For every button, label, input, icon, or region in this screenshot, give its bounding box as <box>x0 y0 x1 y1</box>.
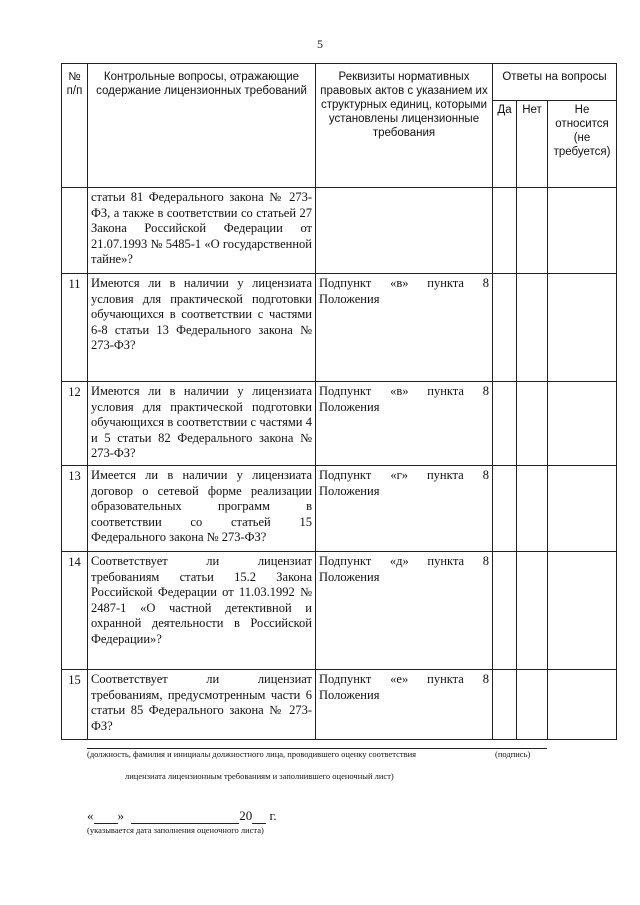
row-number: 13 <box>62 466 88 552</box>
date-open-quote: « <box>87 808 94 823</box>
header-yes: Да <box>493 101 517 188</box>
date-month-blank[interactable] <box>131 809 239 824</box>
header-answers: Ответы на вопросы <box>493 64 617 101</box>
page-number: 5 <box>317 37 323 51</box>
reference-cell <box>316 188 493 274</box>
header-row <box>62 64 617 101</box>
header-num: № п/п <box>62 64 88 188</box>
row-reference: Подпункт «в» пункта 8 Положения <box>316 382 493 466</box>
answer-yes-cell[interactable] <box>493 274 517 382</box>
answer-na-cell[interactable] <box>548 274 617 382</box>
row-number: 12 <box>62 382 88 466</box>
signature-caption-second: лицензиата лицензионным требованиям и заполнившего оценочный лист) <box>125 771 394 781</box>
answer-na-cell[interactable] <box>548 552 617 670</box>
date-fill-line <box>87 808 277 824</box>
answer-no-cell[interactable] <box>517 552 548 670</box>
table-row <box>62 670 617 740</box>
row-question: Имеется ли в наличии у лицензиата договор о сетевой форме реализации образовательных программ в соответствии со статьей 15 Федерального закона № 273-ФЗ? <box>88 466 316 552</box>
header-no: Нет <box>517 101 548 188</box>
row-number: 11 <box>62 274 88 382</box>
row-reference: Подпункт «в» пункта 8 Положения <box>316 274 493 382</box>
answer-na-cell[interactable] <box>548 188 617 274</box>
answer-yes-cell[interactable] <box>493 466 517 552</box>
continuation-text: статьи 81 Федерального закона № 273-ФЗ, а также в соответствии со статьей 27 Закона Российской Федерации от 21.07.1993 № 5485-1 «О государственной тайне»? <box>88 188 316 274</box>
answer-na-cell[interactable] <box>548 466 617 552</box>
license-requirements-table <box>61 63 617 740</box>
date-caption: (указывается дата заполнения оценочного листа) <box>87 825 264 835</box>
header-na: Не относится (не требуется) <box>548 101 617 188</box>
answer-yes-cell[interactable] <box>493 552 517 670</box>
date-year-blank[interactable] <box>252 809 266 824</box>
answer-na-cell[interactable] <box>548 670 617 740</box>
answer-yes-cell[interactable] <box>493 670 517 740</box>
row-reference: Подпункт «г» пункта 8 Положения <box>316 466 493 552</box>
table-row <box>62 466 617 552</box>
row-question: Имеются ли в наличии у лицензиата условия для практической подготовки обучающихся в соответствии с частями 4 и 5 статьи 82 Федерального закона № 273-ФЗ? <box>88 382 316 466</box>
signature-block <box>87 748 557 782</box>
date-year-suffix: г. <box>269 808 277 823</box>
date-day-blank[interactable] <box>94 809 118 824</box>
signature-caption-position: (должность, фамилия и инициалы должностного лица, проводившего оценку соответствия <box>87 749 417 759</box>
date-year-prefix: 20 <box>239 808 253 823</box>
table-row <box>62 382 617 466</box>
row-number: 15 <box>62 670 88 740</box>
row-reference: Подпункт «е» пункта 8 Положения <box>316 670 493 740</box>
answer-yes-cell[interactable] <box>493 382 517 466</box>
answer-na-cell[interactable] <box>548 382 617 466</box>
row-question: Имеются ли в наличии у лицензиата условия для практической подготовки обучающихся в соответствии с частями 6-8 статьи 13 Федерального закона № 273-ФЗ? <box>88 274 316 382</box>
table-row-continuation <box>62 188 617 274</box>
row-question: Соответствует ли лицензиат требованиям, предусмотренным части 6 статьи 85 Федерального закона № 273-ФЗ? <box>88 670 316 740</box>
header-requisites: Реквизиты нормативных правовых актов с указанием их структурных единиц, которыми установлены лицензионные требования <box>316 64 493 188</box>
answer-no-cell[interactable] <box>517 466 548 552</box>
table-row <box>62 552 617 670</box>
row-reference: Подпункт «д» пункта 8 Положения <box>316 552 493 670</box>
header-questions: Контрольные вопросы, отражающие содержание лицензионных требований <box>88 64 316 188</box>
answer-no-cell[interactable] <box>517 188 548 274</box>
row-number: 14 <box>62 552 88 670</box>
answer-no-cell[interactable] <box>517 670 548 740</box>
answer-no-cell[interactable] <box>517 382 548 466</box>
date-close-quote: » <box>117 808 124 823</box>
row-num-cell <box>62 188 88 274</box>
signature-caption-sign: (подпись) <box>495 749 531 759</box>
row-question: Соответствует ли лицензиат требованиям статьи 15.2 Закона Российской Федерации от 11.03.1992 № 2487-1 «О частной детективной и охранной деятельности в Российской Федерации»? <box>88 552 316 670</box>
answer-no-cell[interactable] <box>517 274 548 382</box>
table-row <box>62 274 617 382</box>
answer-yes-cell[interactable] <box>493 188 517 274</box>
